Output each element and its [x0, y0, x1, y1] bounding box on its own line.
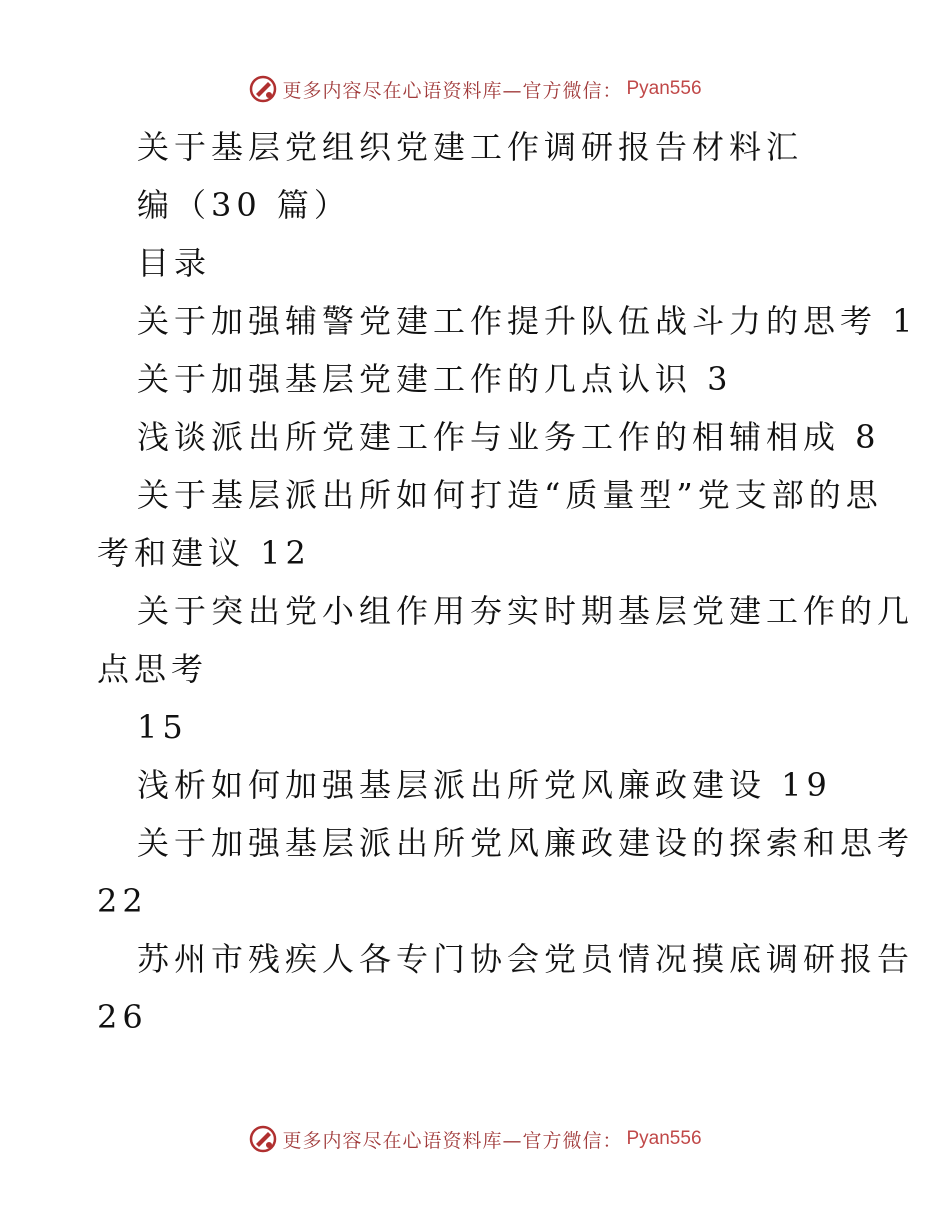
toc-entry: 关于加强基层党建工作的几点认识 3 — [137, 360, 733, 398]
toc-page-number: 22 — [97, 882, 148, 920]
logo-icon — [248, 74, 278, 104]
toc-entry: 关于加强辅警党建工作提升队伍战斗力的思考 1 — [137, 302, 918, 340]
toc-entry: 浅析如何加强基层派出所党风廉政建设 19 — [137, 766, 832, 804]
toc-page-number: 26 — [97, 998, 148, 1036]
toc-entry: 苏州市残疾人各专门协会党员情况摸底调研报告 — [137, 940, 915, 978]
watermark-header — [0, 74, 950, 104]
toc-entry-continuation: 考和建议 12 — [97, 534, 311, 572]
toc-entry: 浅谈派出所党建工作与业务工作的相辅相成 8 — [137, 418, 881, 456]
watermark-text: 更多内容尽在心语资料库—官方微信： — [282, 1129, 623, 1152]
toc-heading: 目录 — [137, 244, 212, 282]
toc-page-number: 15 — [137, 708, 188, 746]
watermark-handle: Pyan556 — [626, 78, 702, 99]
toc-entry: 关于加强基层派出所党风廉政建设的探索和思考 — [137, 824, 915, 862]
toc-entry-continuation: 点思考 — [97, 650, 209, 688]
toc-entry: 关于突出党小组作用夯实时期基层党建工作的几 — [137, 592, 915, 630]
logo-icon — [248, 1124, 278, 1154]
watermark-text: 更多内容尽在心语资料库—官方微信： — [282, 79, 623, 102]
watermark-footer — [0, 1124, 950, 1154]
watermark-handle: Pyan556 — [626, 1128, 702, 1149]
doc-title-line-1: 关于基层党组织党建工作调研报告材料汇 — [137, 128, 804, 166]
document-body — [97, 118, 918, 1046]
doc-title-line-2: 编（30 篇） — [137, 186, 351, 224]
toc-entry: 关于基层派出所如何打造“质量型”党支部的思 — [137, 476, 883, 514]
